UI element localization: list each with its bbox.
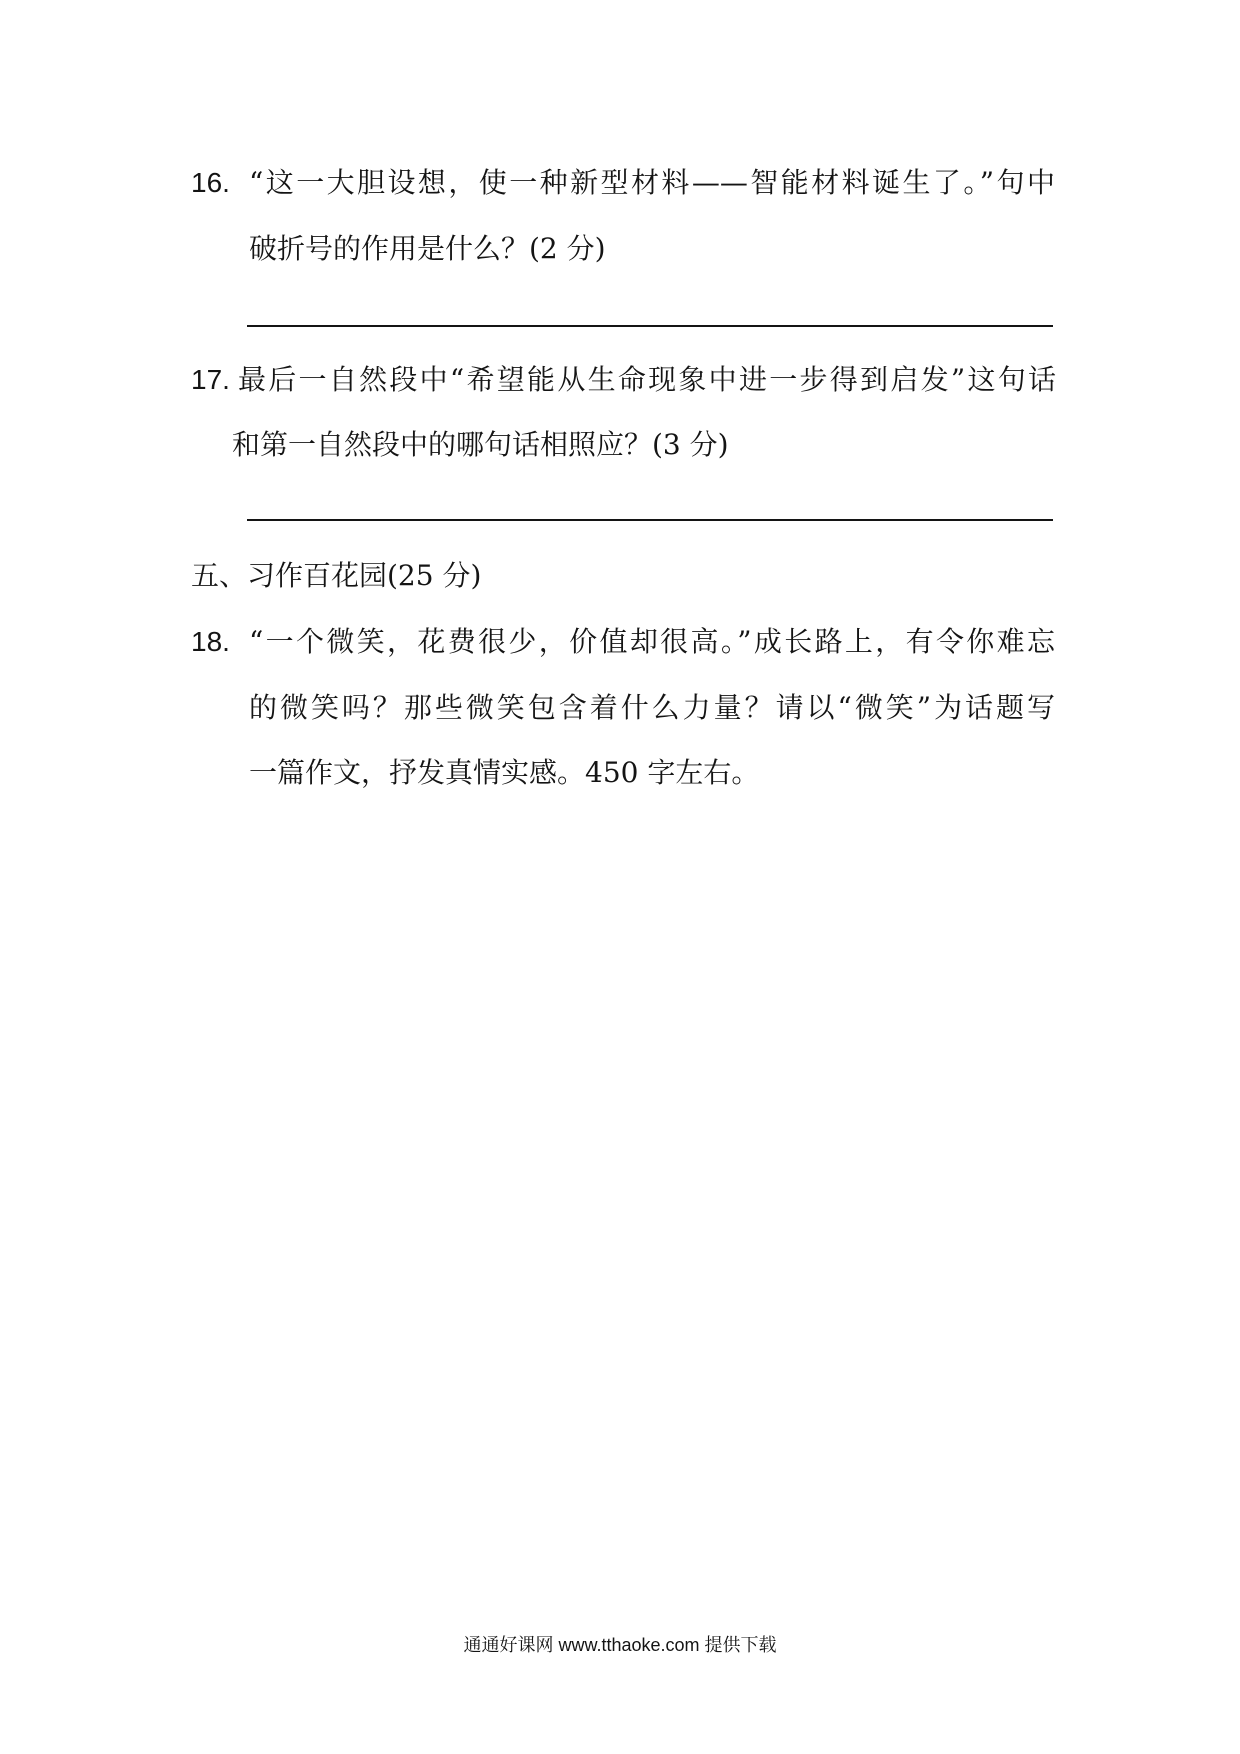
question-number: 18. xyxy=(191,626,230,657)
question-text-line: 破折号的作用是什么？(2 分) xyxy=(249,232,606,265)
question-text-line: “一个微笑，花费很少，价值却很高。”成长路上，有令你难忘 xyxy=(249,625,1055,658)
question-number: 16. xyxy=(191,167,230,198)
question-text-line: 一篇作文，抒发真情实感。450 字左右。 xyxy=(249,756,760,789)
question-text-line: 的微笑吗？那些微笑包含着什么力量？请以“微笑”为话题写 xyxy=(249,691,1055,724)
question-text-line: 最后一自然段中“希望能从生命现象中进一步得到启发”这句话 xyxy=(238,363,1056,396)
question-text-line: 和第一自然段中的哪句话相照应？(3 分) xyxy=(232,428,729,461)
question-text-line: “这一大胆设想，使一种新型材料——智能材料诞生了。”句中 xyxy=(249,166,1055,199)
footer-text: 通通好课网 www.tthaoke.com 提供下载 xyxy=(463,1635,777,1655)
section-title: 五、习作百花园(25 分) xyxy=(191,559,482,592)
question-number: 17. xyxy=(191,364,230,395)
answer-line xyxy=(247,519,1053,521)
answer-line xyxy=(247,325,1053,327)
